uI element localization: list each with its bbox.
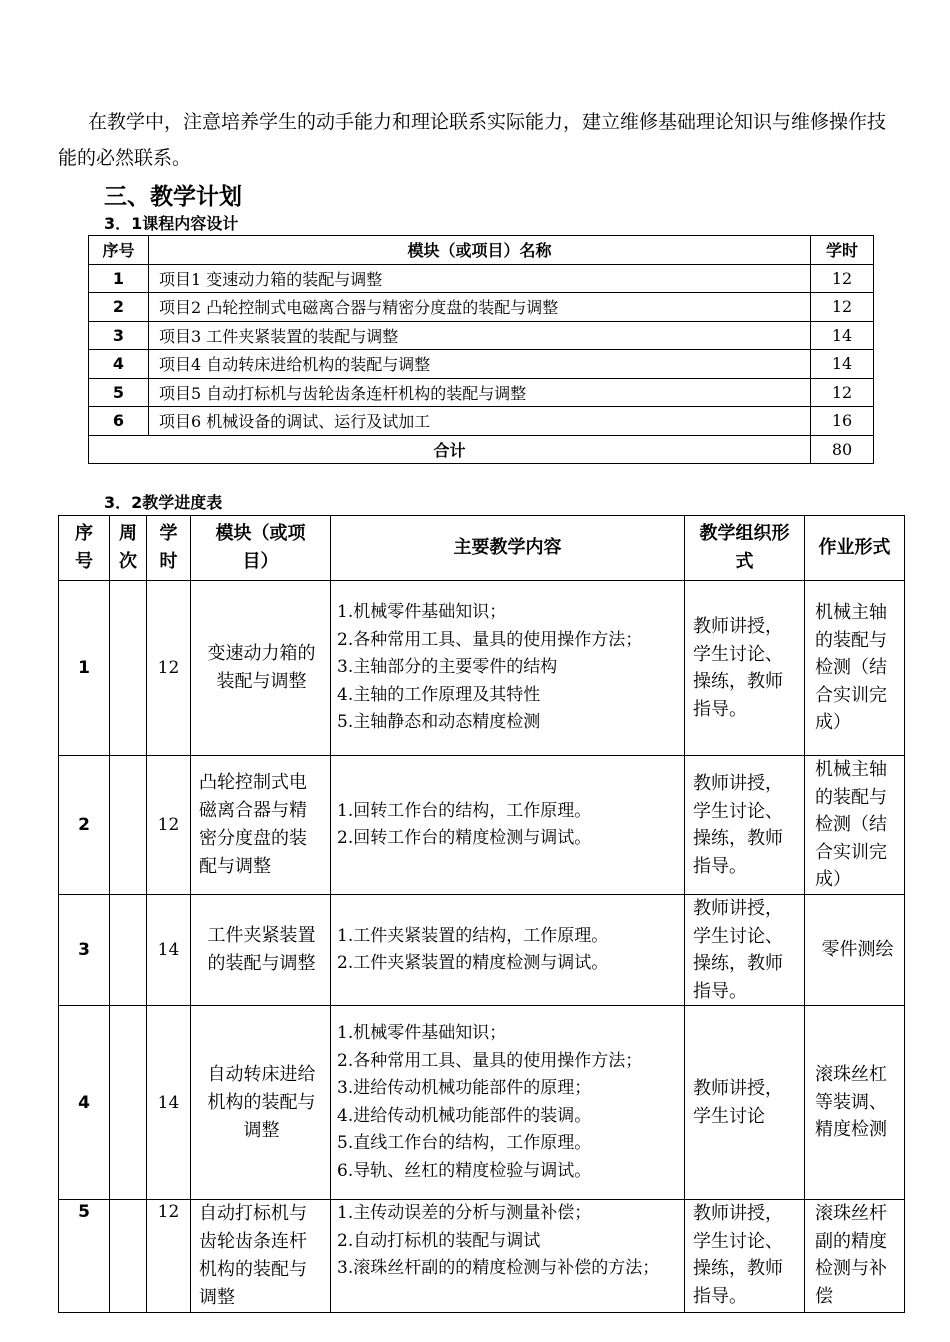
row-seq: 2 — [59, 756, 110, 895]
row-organization: 教师讲授，学生讨论、操练，教师指导。 — [685, 756, 805, 895]
row-content — [331, 756, 685, 895]
row-name: 项目2 凸轮控制式电磁离合器与精密分度盘的装配与调整 — [149, 293, 811, 322]
row-homework: 零件测绘 — [805, 895, 905, 1006]
total-hours: 80 — [811, 435, 874, 464]
content-line: 1.机械零件基础知识； — [337, 1023, 507, 1043]
table-row — [89, 293, 874, 322]
row-organization: 教师讲授，学生讨论、操练，教师指导。 — [685, 895, 805, 1006]
row-hours: 14 — [811, 350, 874, 379]
row-hours: 14 — [147, 895, 191, 1006]
row-content — [331, 1006, 685, 1200]
row-organization: 教师讲授，学生讨论、操练，教师指导。 — [685, 581, 805, 756]
row-module: 变速动力箱的装配与调整 — [191, 581, 331, 756]
row-hours: 16 — [811, 407, 874, 436]
row-seq: 5 — [59, 1200, 110, 1313]
row-module: 自动打标机与齿轮齿条连杆机构的装配与调整 — [191, 1200, 331, 1313]
header-hours: 学时 — [811, 236, 874, 265]
row-no: 2 — [89, 293, 149, 322]
row-name: 项目6 机械设备的调试、运行及试加工 — [149, 407, 811, 436]
row-homework: 滚珠丝杆副的精度检测与补偿 — [805, 1200, 905, 1313]
row-week — [110, 1006, 147, 1200]
row-module: 工件夹紧装置的装配与调整 — [191, 895, 331, 1006]
header-organization: 教学组织形式 — [685, 516, 805, 581]
content-line: 1.机械零件基础知识； — [337, 602, 507, 623]
row-hours: 12 — [147, 1200, 191, 1313]
table-row — [89, 407, 874, 436]
content-line: 5.直线工作台的结构，工作原理。 — [337, 1133, 592, 1153]
row-seq: 1 — [59, 581, 110, 756]
row-no: 1 — [89, 264, 149, 293]
row-hours: 14 — [147, 1006, 191, 1200]
header-content: 主要教学内容 — [331, 516, 685, 581]
row-organization: 教师讲授，学生讨论 — [685, 1006, 805, 1200]
table-row — [59, 581, 905, 756]
row-no: 6 — [89, 407, 149, 436]
content-line: 1.主传动误差的分析与测量补偿； — [337, 1203, 592, 1223]
row-hours: 12 — [811, 378, 874, 407]
table-row — [89, 264, 874, 293]
row-homework: 机械主轴的装配与检测（结合实训完成） — [805, 581, 905, 756]
table-header-row — [89, 236, 874, 265]
header-seq: 序号 — [59, 516, 110, 581]
row-name: 项目5 自动打标机与齿轮齿条连杆机构的装配与调整 — [149, 378, 811, 407]
row-name: 项目3 工件夹紧装置的装配与调整 — [149, 321, 811, 350]
table-row — [89, 378, 874, 407]
table-row — [89, 321, 874, 350]
row-name: 项目4 自动转床进给机构的装配与调整 — [149, 350, 811, 379]
row-module: 凸轮控制式电磁离合器与精密分度盘的装配与调整 — [191, 756, 331, 895]
content-line: 2.自动打标机的装配与调试 — [337, 1230, 541, 1251]
row-week — [110, 1200, 147, 1313]
table-row — [89, 350, 874, 379]
row-module: 自动转床进给机构的装配与调整 — [191, 1006, 331, 1200]
header-hours: 学时 — [147, 516, 191, 581]
total-label: 合计 — [89, 435, 811, 464]
content-line: 2.各种常用工具、量具的使用操作方法； — [337, 1050, 643, 1071]
row-no: 3 — [89, 321, 149, 350]
row-hours: 14 — [811, 321, 874, 350]
row-week — [110, 895, 147, 1006]
row-week — [110, 581, 147, 756]
header-homework: 作业形式 — [805, 516, 905, 581]
table-header-row — [59, 516, 905, 581]
content-line: 3.进给传动机械功能部件的原理； — [337, 1078, 592, 1098]
row-hours: 12 — [147, 756, 191, 895]
content-line: 1.工件夹紧装置的结构，工作原理。 — [337, 925, 609, 946]
row-organization: 教师讲授，学生讨论、操练，教师指导。 — [685, 1200, 805, 1313]
schedule-title: 3．2教学进度表 — [104, 493, 223, 512]
content-line: 2.回转工作台的精度检测与调试。 — [337, 828, 592, 848]
course-design-title: 3．1课程内容设计 — [104, 214, 239, 233]
row-hours: 12 — [811, 264, 874, 293]
row-homework: 滚珠丝杠等装调、精度检测 — [805, 1006, 905, 1200]
content-line: 1.回转工作台的结构，工作原理。 — [337, 800, 592, 821]
intro-paragraph: 在教学中，注意培养学生的动手能力和理论联系实际能力，建立维修基础理论知识与维修操作技能的必然联系。 — [58, 111, 887, 169]
row-hours: 12 — [147, 581, 191, 756]
row-no: 5 — [89, 378, 149, 407]
content-line: 4.主轴的工作原理及其特性 — [337, 684, 541, 705]
section-title: 三、教学计划 — [104, 184, 242, 210]
row-week — [110, 756, 147, 895]
row-no: 4 — [89, 350, 149, 379]
total-row — [89, 435, 874, 464]
content-line: 3.主轴部分的主要零件的结构 — [337, 657, 558, 678]
table-row — [59, 895, 905, 1006]
row-seq: 3 — [59, 895, 110, 1006]
course-design-table — [88, 235, 874, 464]
content-line: 2.工件夹紧装置的精度检测与调试。 — [337, 953, 609, 973]
content-line: 5.主轴静态和动态精度检测 — [337, 712, 541, 733]
row-content — [331, 895, 685, 1006]
header-name: 模块（或项目）名称 — [149, 236, 811, 265]
row-content — [331, 1200, 685, 1313]
content-line: 6.导轨、丝杠的精度检验与调试。 — [337, 1160, 592, 1181]
row-name: 项目1 变速动力箱的装配与调整 — [149, 264, 811, 293]
header-week: 周次 — [110, 516, 147, 581]
table-row — [59, 1006, 905, 1200]
header-no: 序号 — [89, 236, 149, 265]
content-line: 3.滚珠丝杆副的的精度检测与补偿的方法； — [337, 1258, 660, 1278]
content-line: 2.各种常用工具、量具的使用操作方法； — [337, 629, 643, 650]
table-row — [59, 1200, 905, 1313]
row-hours: 12 — [811, 293, 874, 322]
content-line: 4.进给传动机械功能部件的装调。 — [337, 1105, 592, 1126]
row-seq: 4 — [59, 1006, 110, 1200]
schedule-table — [58, 515, 905, 1313]
header-module: 模块（或项目） — [191, 516, 331, 581]
row-homework: 机械主轴的装配与检测（结合实训完成） — [805, 756, 905, 895]
table-row — [59, 756, 905, 895]
row-content — [331, 581, 685, 756]
